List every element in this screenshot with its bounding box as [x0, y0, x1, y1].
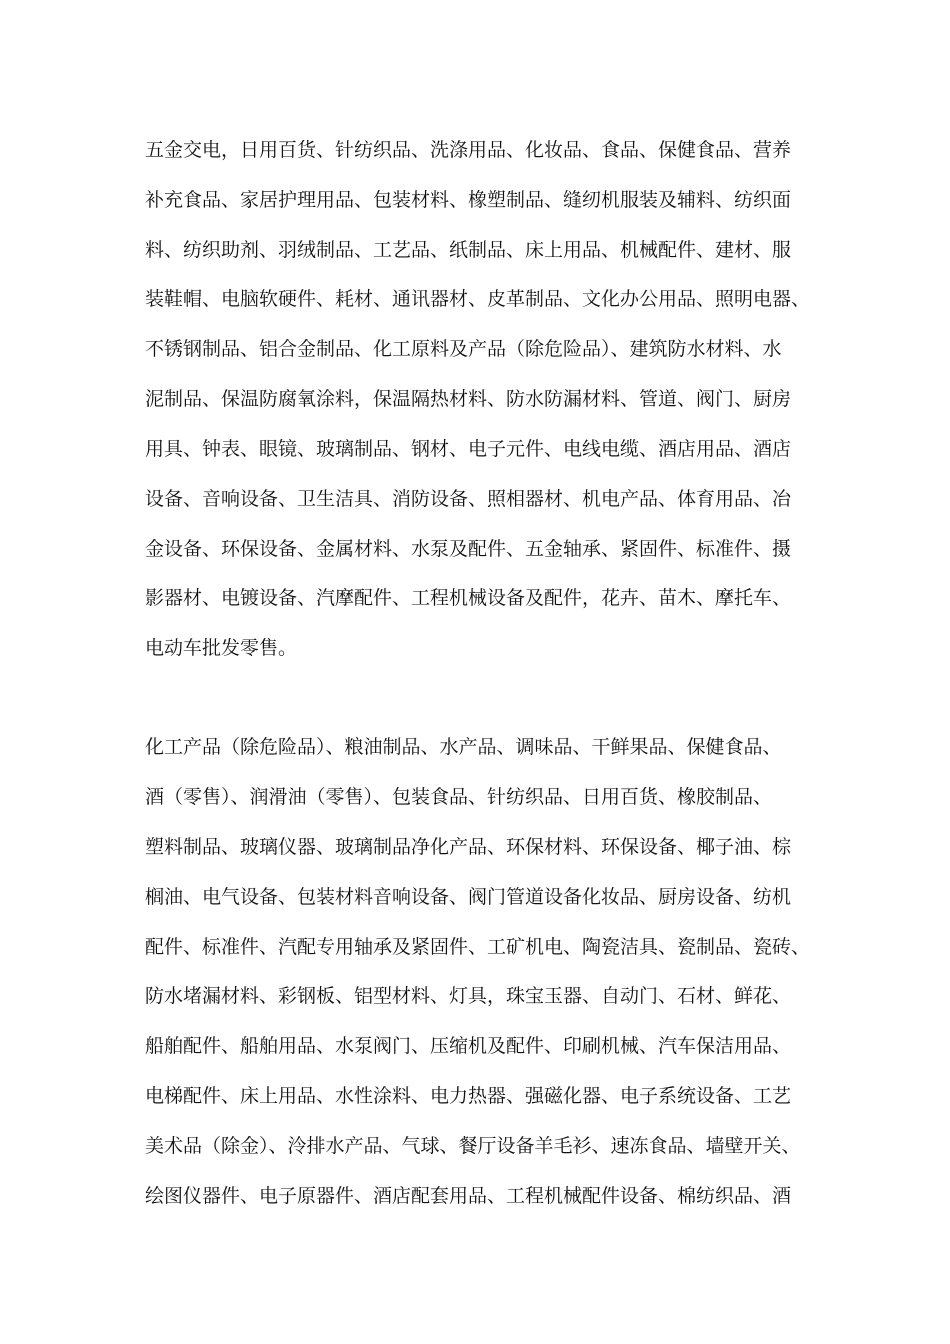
text-line: 配件、标准件、汽配专用轴承及紧固件、工矿机电、陶瓷洁具、瓷制品、瓷砖、 — [145, 936, 811, 958]
text-line: 防水堵漏材料、彩钢板、铝型材料、灯具，珠宝玉器、自动门、石材、鲜花、 — [145, 985, 792, 1007]
text-line: 泥制品、保温防腐氧涂料，保温隔热材料、防水防漏材料、管道、阀门、厨房 — [145, 388, 792, 410]
text-line: 补充食品、家居护理用品、包装材料、橡塑制品、缝纫机服装及辅料、纺织面 — [145, 189, 792, 211]
text-line: 装鞋帽、电脑软硬件、耗材、通讯器材、皮革制品、文化办公用品、照明电器、 — [145, 288, 811, 310]
text-line: 用具、钟表、眼镜、玻璃制品、钢材、电子元件、电线电缆、酒店用品、酒店 — [145, 438, 792, 460]
text-line: 五金交电，日用百货、针纺织品、洗涤用品、化妆品、食品、保健食品、营养 — [145, 139, 792, 161]
text-line: 设备、音响设备、卫生洁具、消防设备、照相器材、机电产品、体育用品、冶 — [145, 488, 792, 510]
text-line: 榈油、电气设备、包装材料音响设备、阀门管道设备化妆品、厨房设备、纺机 — [145, 886, 792, 908]
text-line: 绘图仪器件、电子原器件、酒店配套用品、工程机械配件设备、棉纺织品、酒 — [145, 1185, 792, 1207]
text-line: 船舶配件、船舶用品、水泵阀门、压缩机及配件、印刷机械、汽车保洁用品、 — [145, 1035, 792, 1057]
text-line: 不锈钢制品、铝合金制品、化工原料及产品（除危险品）、建筑防水材料、水 — [145, 338, 782, 360]
text-line: 美术品（除金）、泠排水产品、气球、餐厅设备羊毛衫、速冻食品、墙壁开关、 — [145, 1135, 801, 1157]
text-line: 塑料制品、玻璃仪器、玻璃制品净化产品、环保材料、环保设备、椰子油、棕 — [145, 836, 792, 858]
text-line: 料、纺织助剂、羽绒制品、工艺品、纸制品、床上用品、机械配件、建材、服 — [145, 239, 792, 261]
text-line: 金设备、环保设备、金属材料、水泵及配件、五金轴承、紧固件、标准件、摄 — [145, 538, 792, 560]
text-line: 电梯配件、床上用品、水性涂料、电力热器、强磁化器、电子系统设备、工艺 — [145, 1085, 792, 1107]
text-line: 影器材、电镀设备、汽摩配件、工程机械设备及配件，花卉、苗木、摩托车、 — [145, 587, 792, 609]
text-line: 电动车批发零售。 — [145, 637, 298, 659]
text-line: 酒（零售）、润滑油（零售）、包装食品、针纺织品、日用百货、橡胶制品、 — [145, 786, 773, 808]
text-line: 化工产品（除危险品）、粮油制品、水产品、调味品、干鲜果品、保健食品、 — [145, 736, 782, 758]
